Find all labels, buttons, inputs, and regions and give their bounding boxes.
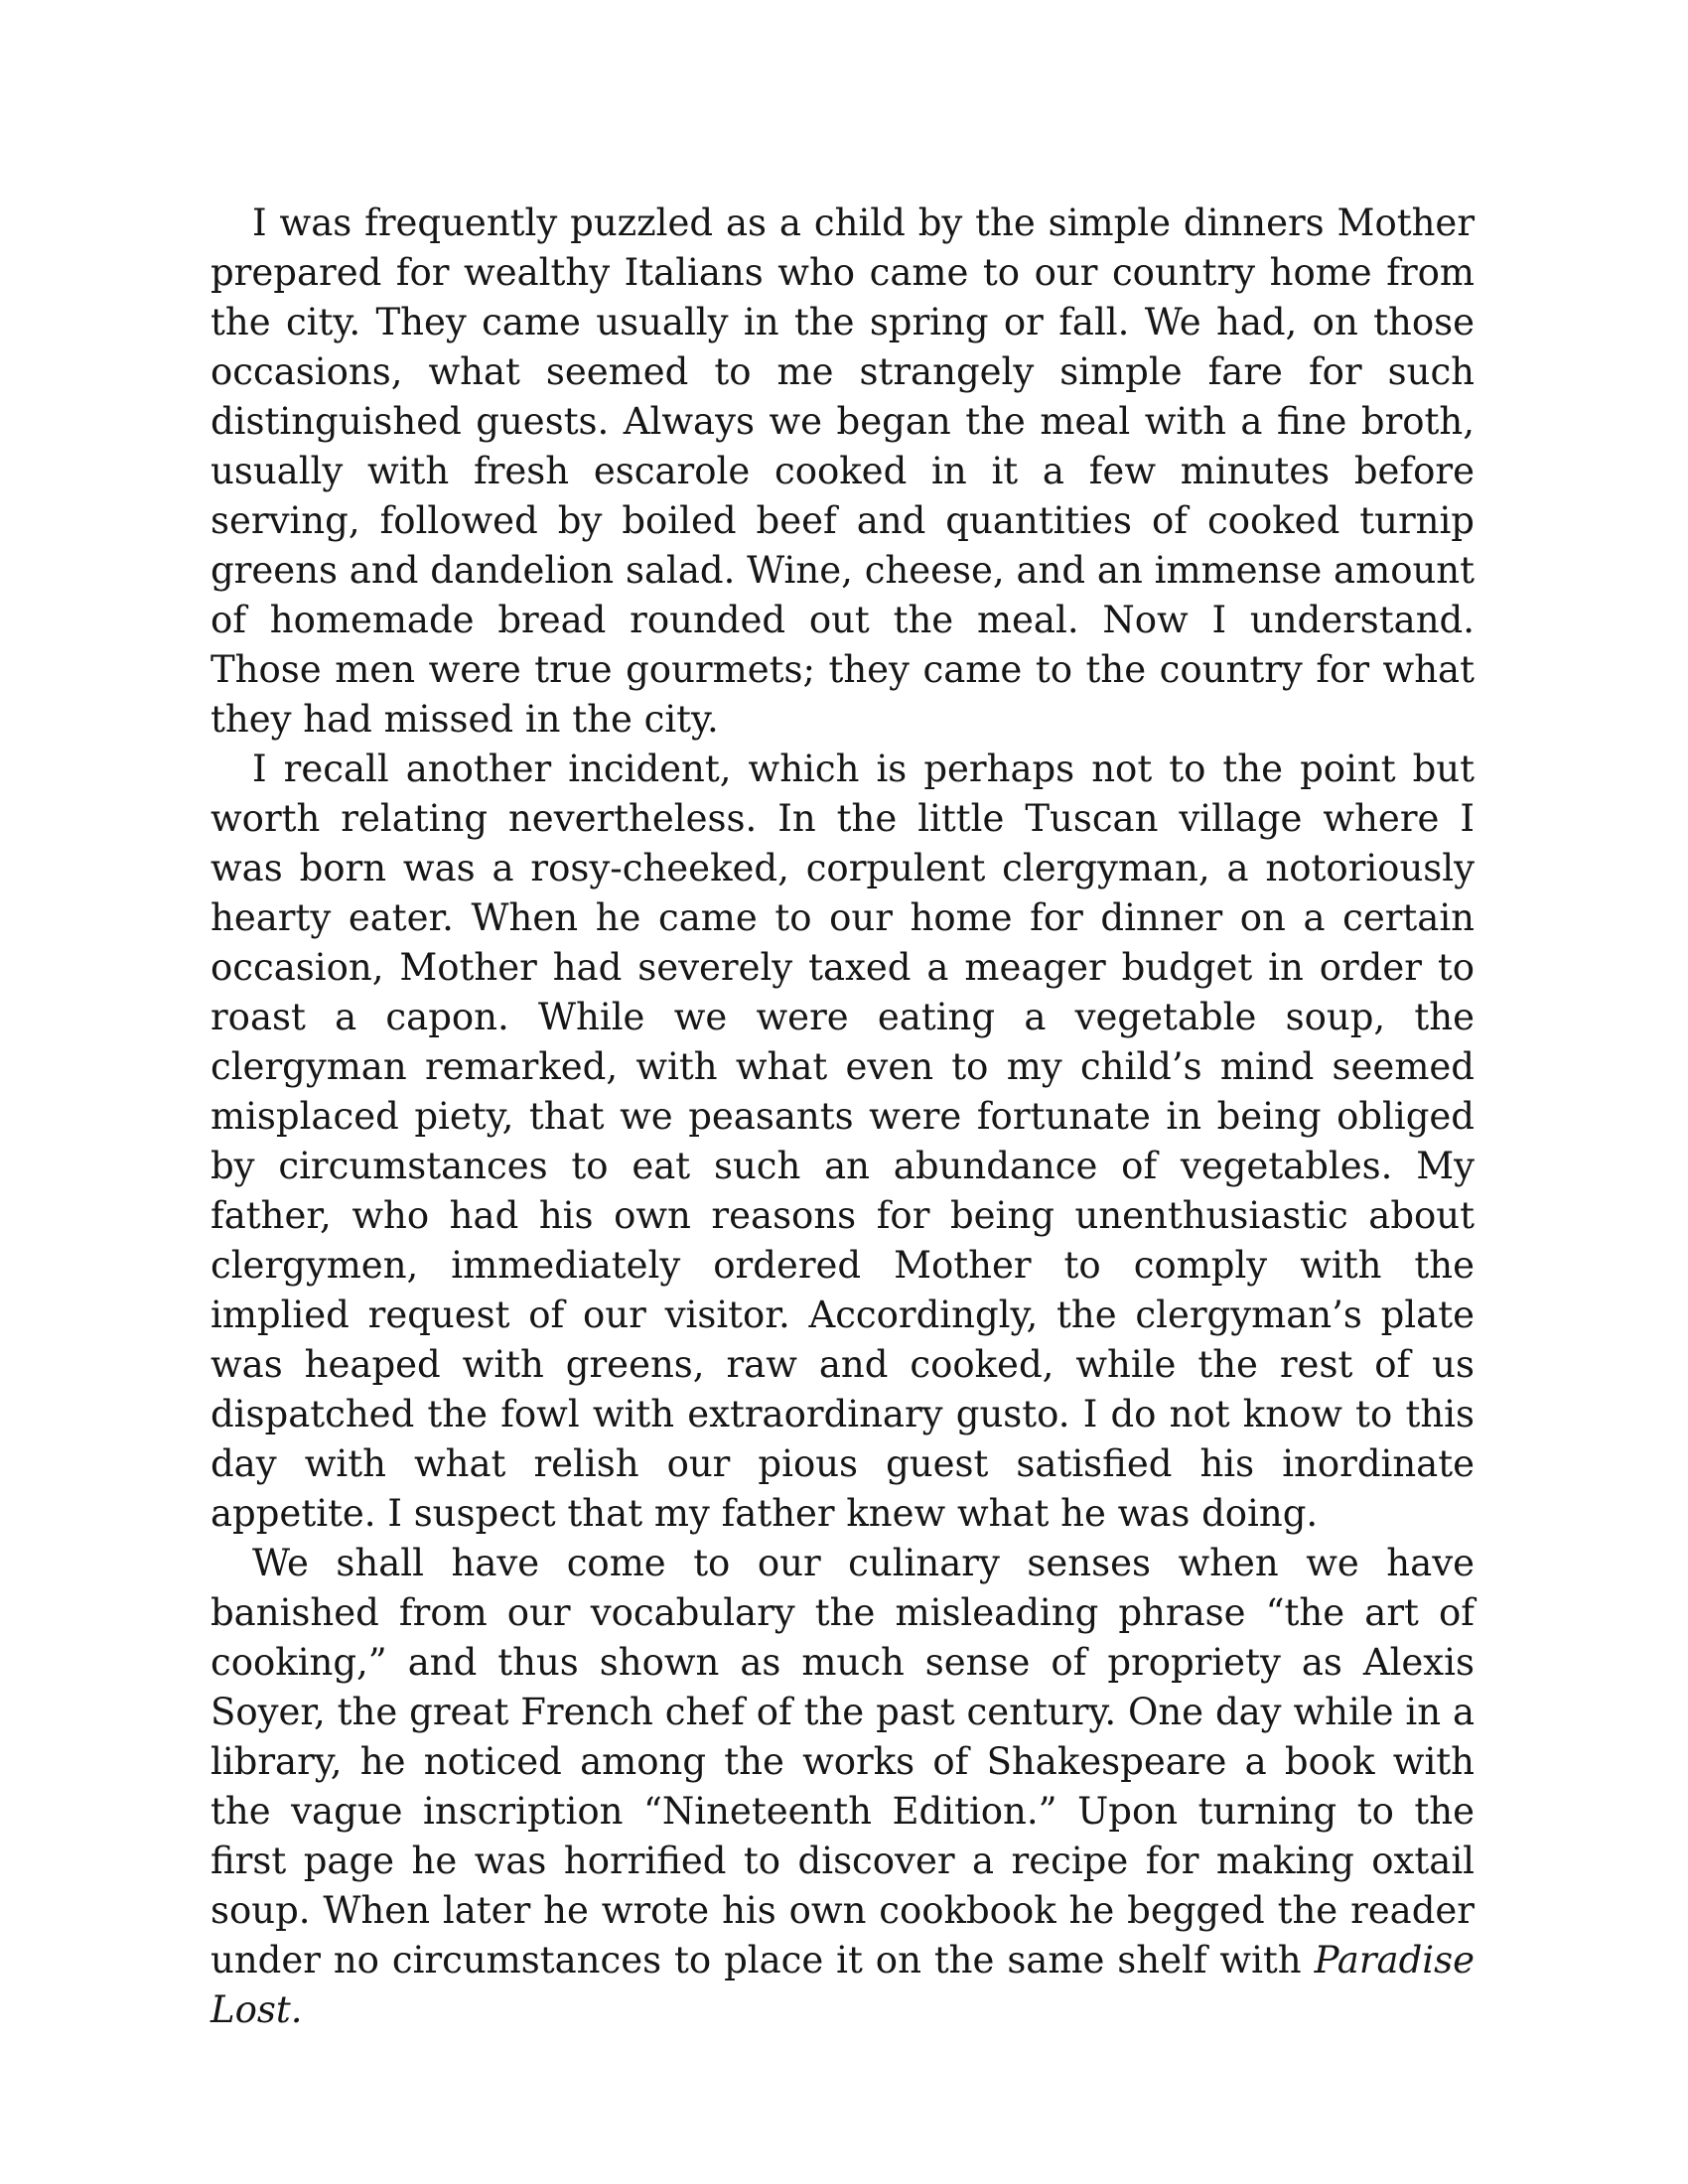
book-title-italic: Paradise Lost. — [211, 1939, 1476, 2031]
document-page — [211, 199, 1475, 2035]
paragraph-2-text: I recall another incident, which is perhaps not to the point but worth relating nevertheless. In the little Tuscan village where I was born was a rosy-cheeked, corpulent clergyman, a notoriously hearty eater. When he came to our home for dinner on a certain occasion, Mother had severely taxed a meager budget in order to roast a capon. While we were eating a vegetable soup, the clergyman remarked, with what even to my child’s mind seemed misplaced piety, that we peasants were fortunate in being obliged by circumstances to eat such an abundance of vegetables. My father, who had his own reasons for being unenthusiastic about clergymen, immediately ordered Mother to comply with the implied request of our visitor. Accordingly, the clergyman’s plate was heaped with greens, raw and cooked, while the rest of us dispatched the fowl with extraordinary gusto. I do not know to this day with what relish our pious guest satisfied his inordinate appetite. I suspect that my father knew what he was doing. — [211, 748, 1475, 1535]
paragraph-1-text: I was frequently puzzled as a child by the simple dinners Mother prepared for wealthy Italians who came to our country home from the city. They came usually in the spring or fall. We had, on those occasions, what seemed to me strangely simple fare for such distinguished guests. Always we began the meal with a fine broth, usually with fresh escarole cooked in it a few minutes before serving, followed by boiled beef and quantities of cooked turnip greens and dandelion salad. Wine, cheese, and an immense amount of homemade bread rounded out the meal. Now I understand. Those men were true gourmets; they came to the country for what they had missed in the city. — [211, 202, 1475, 741]
paragraph-3-text: We shall have come to our culinary senses when we have banished from our vocabulary the misleading phrase “the art of cooking,” and thus shown as much sense of propriety as Alexis Soyer, the great French chef of the past century. One day while in a library, he noticed among the works of Shakespeare a book with the vague inscription “Nineteenth Edition.” Upon turning to the first page he was horrified to discover a recipe for making oxtail soup. When later he wrote his own cookbook he begged the reader under no circumstances to place it on the same shelf with — [211, 1542, 1475, 1981]
paragraph-1 — [211, 199, 1475, 745]
paragraph-3 — [211, 1539, 1475, 2035]
paragraph-2 — [211, 745, 1475, 1539]
